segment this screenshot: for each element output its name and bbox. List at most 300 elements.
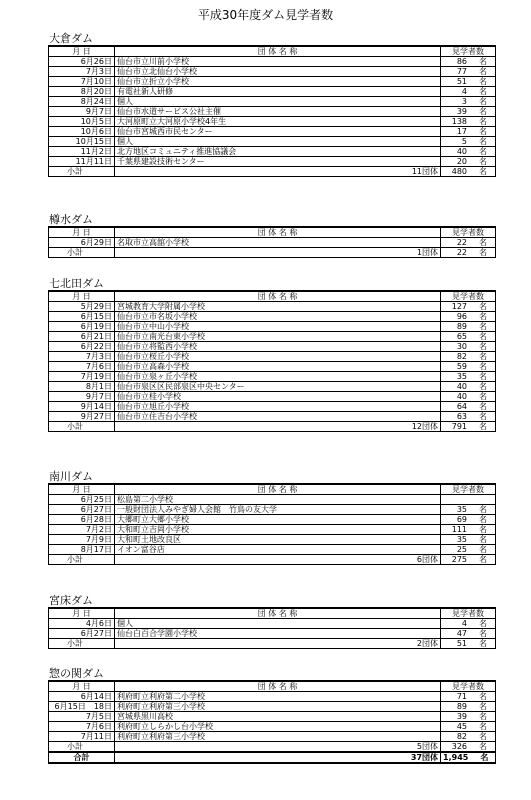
visitor-count: 35 <box>456 535 468 544</box>
unit-label: 名 <box>479 87 488 96</box>
table-row <box>49 137 496 147</box>
visitor-count-cell <box>441 495 496 505</box>
visit-date: 6月15日 18日 <box>49 702 115 712</box>
visit-date: 9月14日 <box>49 402 115 412</box>
table-row <box>49 107 496 117</box>
unit-label: 名 <box>479 525 488 534</box>
subtotal-blank <box>115 422 337 432</box>
unit-label: 名 <box>479 137 488 146</box>
header-date: 月 日 <box>49 681 115 692</box>
table-row <box>49 57 496 67</box>
group-name: 宮城教育大学附属小学校 <box>115 302 441 312</box>
subtotal-blank <box>115 555 337 565</box>
header-count: 見学者数 <box>441 46 496 57</box>
unit-label: 名 <box>479 692 488 701</box>
visitor-count: 40 <box>456 147 468 156</box>
unit-label: 名 <box>479 545 488 554</box>
unit-label: 名 <box>479 392 488 401</box>
visitor-table <box>48 45 496 177</box>
subtotal-count: 22 <box>456 248 468 257</box>
group-name: 仙台市立高森小学校 <box>115 362 441 372</box>
subtotal-row <box>49 639 496 649</box>
subtotal-row <box>49 555 496 565</box>
table-row <box>49 352 496 362</box>
total-label: 合計 <box>49 752 115 763</box>
table-header <box>49 46 496 57</box>
unit-label: 名 <box>479 712 488 721</box>
unit-label: 名 <box>479 629 488 638</box>
total-count-cell <box>441 752 496 763</box>
dam-section <box>48 594 495 649</box>
group-name: 個人 <box>115 137 441 147</box>
header-date: 月 日 <box>49 291 115 302</box>
visit-date: 6月26日 <box>49 57 115 67</box>
visit-date: 7月2日 <box>49 525 115 535</box>
subtotal-label: 小計 <box>49 248 115 258</box>
unit-label: 名 <box>479 167 488 176</box>
group-name: 北方地区コミュニティ推進協議会 <box>115 147 441 157</box>
total-blank <box>115 752 337 763</box>
table-row <box>49 712 496 722</box>
group-name: 宮城県黒川高校 <box>115 712 441 722</box>
visit-date: 10月5日 <box>49 117 115 127</box>
visitor-count: 35 <box>456 372 468 381</box>
unit-label: 名 <box>479 352 488 361</box>
visit-date: 6月27日 <box>49 505 115 515</box>
visitor-count: 47 <box>456 629 468 638</box>
subtotal-count-cell <box>441 167 496 177</box>
unit-label: 名 <box>479 127 488 136</box>
group-name: 仙台市立南光台東小学校 <box>115 332 441 342</box>
visitor-count-cell <box>441 525 496 535</box>
unit-label: 名 <box>479 147 488 156</box>
visit-date: 7月10日 <box>49 77 115 87</box>
visitor-count-cell <box>441 302 496 312</box>
visitor-count-cell <box>441 312 496 322</box>
group-name: 利府町立利府第二小学校 <box>115 692 441 702</box>
unit-label: 名 <box>479 238 488 247</box>
subtotal-blank <box>115 742 337 753</box>
visitor-count-cell <box>441 97 496 107</box>
visitor-count-cell <box>441 147 496 157</box>
visitor-count-cell <box>441 238 496 248</box>
table-row <box>49 157 496 167</box>
unit-label: 名 <box>479 555 488 564</box>
visitor-count: 51 <box>456 77 468 86</box>
table-row <box>49 619 496 629</box>
section-title: 南川ダム <box>49 470 93 483</box>
group-name: 個人 <box>115 97 441 107</box>
unit-label: 名 <box>479 322 488 331</box>
table-row <box>49 87 496 97</box>
visitor-count-cell <box>441 117 496 127</box>
visitor-count: 20 <box>456 157 468 166</box>
header-count: 見学者数 <box>441 608 496 619</box>
table-row <box>49 515 496 525</box>
visitor-count-cell <box>441 372 496 382</box>
table-row <box>49 702 496 712</box>
visit-date: 6月14日 <box>49 692 115 702</box>
visitor-count: 65 <box>456 332 468 341</box>
visitor-count-cell <box>441 77 496 87</box>
subtotal-count: 480 <box>451 167 468 176</box>
visitor-count: 138 <box>451 117 468 126</box>
visitor-count: 39 <box>456 712 468 721</box>
header-date: 月 日 <box>49 46 115 57</box>
subtotal-groups: 2団体 <box>337 639 441 649</box>
visitor-count-cell <box>441 352 496 362</box>
group-name: 千葉県建設技術センター <box>115 157 441 167</box>
subtotal-count-cell <box>441 639 496 649</box>
visit-date: 6月28日 <box>49 515 115 525</box>
visitor-count: 17 <box>456 127 468 136</box>
visitor-count-cell <box>441 515 496 525</box>
table-row <box>49 97 496 107</box>
visitor-count: 89 <box>456 702 468 711</box>
subtotal-blank <box>115 639 337 649</box>
table-row <box>49 505 496 515</box>
table-header <box>49 681 496 692</box>
section-title: 樽水ダム <box>49 213 93 226</box>
dam-section <box>48 667 495 764</box>
table-row <box>49 722 496 732</box>
visitor-count: 82 <box>456 732 468 741</box>
visit-date: 6月15日 <box>49 312 115 322</box>
unit-label: 名 <box>479 312 488 321</box>
subtotal-groups: 12団体 <box>337 422 441 432</box>
header-date: 月 日 <box>49 484 115 495</box>
visitor-count-cell <box>441 157 496 167</box>
visitor-count-cell <box>441 402 496 412</box>
visitor-count: 111 <box>451 525 468 534</box>
table-row <box>49 525 496 535</box>
visitor-count-cell <box>441 732 496 742</box>
unit-label: 名 <box>479 619 488 628</box>
visitor-count-cell <box>441 535 496 545</box>
subtotal-groups: 11団体 <box>337 167 441 177</box>
visitor-count: 39 <box>456 107 468 116</box>
visitor-count: 40 <box>456 382 468 391</box>
visitor-count-cell <box>441 137 496 147</box>
table-row <box>49 238 496 248</box>
visitor-count: 22 <box>456 238 468 247</box>
subtotal-label: 小計 <box>49 742 115 753</box>
unit-label: 名 <box>479 412 488 421</box>
visitor-count: 5 <box>461 137 468 146</box>
unit-label: 名 <box>479 402 488 411</box>
dam-section <box>48 32 495 177</box>
table-row <box>49 127 496 137</box>
unit-label: 名 <box>479 248 488 257</box>
table-row <box>49 392 496 402</box>
group-name: 名取市立高舘小学校 <box>115 238 441 248</box>
visitor-count-cell <box>441 87 496 97</box>
unit-label: 名 <box>480 753 489 762</box>
unit-label: 名 <box>479 422 488 431</box>
visit-date: 7月6日 <box>49 362 115 372</box>
visitor-count: 59 <box>456 362 468 371</box>
group-name: 一般財団法人みやぎ婦人会館 竹鳥の友大学 <box>115 505 441 515</box>
subtotal-count-cell <box>441 742 496 753</box>
table-row <box>49 692 496 702</box>
unit-label: 名 <box>479 505 488 514</box>
unit-label: 名 <box>479 302 488 311</box>
group-name: 仙台市立将監西小学校 <box>115 342 441 352</box>
table-row <box>49 77 496 87</box>
section-title: 七北田ダム <box>49 277 104 290</box>
visitor-count-cell <box>441 545 496 555</box>
group-name: 仙台市立旭丘小学校 <box>115 402 441 412</box>
visit-date: 7月3日 <box>49 67 115 77</box>
visit-date: 8月1日 <box>49 382 115 392</box>
visit-date: 10月15日 <box>49 137 115 147</box>
group-name: 利府町立しらかし台小学校 <box>115 722 441 732</box>
header-group: 団 体 名 称 <box>115 608 441 619</box>
group-name: イオン富谷店 <box>115 545 441 555</box>
unit-label: 名 <box>479 722 488 731</box>
unit-label: 名 <box>479 732 488 741</box>
visitor-count: 89 <box>456 322 468 331</box>
subtotal-row <box>49 742 496 753</box>
header-count: 見学者数 <box>441 484 496 495</box>
visit-date: 5月29日 <box>49 302 115 312</box>
unit-label: 名 <box>479 107 488 116</box>
header-count: 見学者数 <box>441 291 496 302</box>
subtotal-count: 51 <box>456 639 468 648</box>
unit-label: 名 <box>479 332 488 341</box>
table-row <box>49 322 496 332</box>
visitor-count-cell <box>441 107 496 117</box>
visit-date: 6月27日 <box>49 629 115 639</box>
visit-date: 8月20日 <box>49 87 115 97</box>
group-name: 仙台白百合学園小学校 <box>115 629 441 639</box>
unit-label: 名 <box>479 702 488 711</box>
unit-label: 名 <box>479 77 488 86</box>
group-name: 個人 <box>115 619 441 629</box>
visitor-count: 25 <box>456 545 468 554</box>
group-name: 仙台市立川前小学校 <box>115 57 441 67</box>
visit-date: 4月6日 <box>49 619 115 629</box>
visitor-count-cell <box>441 392 496 402</box>
group-name: 仙台市立中山小学校 <box>115 322 441 332</box>
subtotal-row <box>49 422 496 432</box>
visit-date: 11月2日 <box>49 147 115 157</box>
table-row <box>49 732 496 742</box>
header-group: 団 体 名 称 <box>115 681 441 692</box>
subtotal-count: 326 <box>451 742 468 751</box>
unit-label: 名 <box>479 515 488 524</box>
group-name: 仙台市宮城西市民センター <box>115 127 441 137</box>
visitor-table <box>48 226 496 258</box>
visitor-count-cell <box>441 712 496 722</box>
visitor-count: 82 <box>456 352 468 361</box>
group-name: 大和町土地改良区 <box>115 535 441 545</box>
subtotal-count-cell <box>441 555 496 565</box>
table-row <box>49 117 496 127</box>
visitor-count-cell <box>441 629 496 639</box>
visitor-table <box>48 290 496 432</box>
visitor-table <box>48 483 496 565</box>
visitor-count: 3 <box>461 97 468 106</box>
table-header <box>49 608 496 619</box>
visitor-count-cell <box>441 322 496 332</box>
dam-section <box>48 213 495 258</box>
unit-label: 名 <box>479 57 488 66</box>
group-name: 仙台市立桂小学校 <box>115 392 441 402</box>
visitor-count: 71 <box>456 692 468 701</box>
subtotal-label: 小計 <box>49 422 115 432</box>
visitor-count-cell <box>441 342 496 352</box>
visit-date: 7月6日 <box>49 722 115 732</box>
subtotal-blank <box>115 167 337 177</box>
table-row <box>49 382 496 392</box>
table-row <box>49 412 496 422</box>
unit-label: 名 <box>479 362 488 371</box>
header-date: 月 日 <box>49 227 115 238</box>
group-name: 大郷町立大郷小学校 <box>115 515 441 525</box>
group-name: 大和町立吉岡小学校 <box>115 525 441 535</box>
visitor-count-cell <box>441 362 496 372</box>
visitor-count: 86 <box>456 57 468 66</box>
section-title: 大倉ダム <box>49 32 93 45</box>
visit-date: 8月24日 <box>49 97 115 107</box>
group-name: 仙台市立北仙台小学校 <box>115 67 441 77</box>
group-name: 松島第二小学校 <box>115 495 441 505</box>
subtotal-groups: 1団体 <box>337 248 441 258</box>
visitor-count-cell <box>441 412 496 422</box>
group-name: 仙台市泉区区民部泉区中央センター <box>115 382 441 392</box>
visitor-count-cell <box>441 619 496 629</box>
visitor-count: 96 <box>456 312 468 321</box>
group-name: 仙台市水道サービス公社主催 <box>115 107 441 117</box>
section-title: 宮床ダム <box>49 594 93 607</box>
group-name: 仙台市立泉ヶ丘小学校 <box>115 372 441 382</box>
visitor-count: 69 <box>456 515 468 524</box>
visitor-count-cell <box>441 67 496 77</box>
subtotal-count: 791 <box>451 422 468 431</box>
subtotal-groups: 6団体 <box>337 555 441 565</box>
dam-section <box>48 277 495 432</box>
table-row <box>49 312 496 322</box>
subtotal-count: 275 <box>451 555 468 564</box>
group-name: 大河原町立大河原小学校4年生 <box>115 117 441 127</box>
group-name: 仙台市立折立小学校 <box>115 77 441 87</box>
visitor-count-cell <box>441 722 496 732</box>
section-title: 惣の関ダム <box>49 667 104 680</box>
header-group: 団 体 名 称 <box>115 227 441 238</box>
table-header <box>49 291 496 302</box>
visit-date: 6月25日 <box>49 495 115 505</box>
visitor-count-cell <box>441 332 496 342</box>
unit-label: 名 <box>479 97 488 106</box>
visitor-count: 4 <box>461 87 468 96</box>
table-row <box>49 629 496 639</box>
visit-date: 9月7日 <box>49 392 115 402</box>
unit-label: 名 <box>479 639 488 648</box>
unit-label: 名 <box>479 117 488 126</box>
visitor-count-cell <box>441 382 496 392</box>
subtotal-label: 小計 <box>49 555 115 565</box>
visitor-count: 35 <box>456 505 468 514</box>
grand-total-row <box>49 752 496 763</box>
unit-label: 名 <box>479 742 488 751</box>
visit-date: 9月27日 <box>49 412 115 422</box>
table-row <box>49 147 496 157</box>
table-row <box>49 67 496 77</box>
visit-date: 11月11日 <box>49 157 115 167</box>
visitor-count: 127 <box>451 302 468 311</box>
table-header <box>49 227 496 238</box>
visitor-count: 40 <box>456 392 468 401</box>
table-row <box>49 372 496 382</box>
visitor-count-cell <box>441 692 496 702</box>
table-row <box>49 535 496 545</box>
visit-date: 6月19日 <box>49 322 115 332</box>
subtotal-count-cell <box>441 248 496 258</box>
visit-date: 10月6日 <box>49 127 115 137</box>
unit-label: 名 <box>479 67 488 76</box>
group-name: 仙台市立市名坂小学校 <box>115 312 441 322</box>
table-row <box>49 402 496 412</box>
visitor-count: 64 <box>456 402 468 411</box>
unit-label: 名 <box>479 535 488 544</box>
header-group: 団 体 名 称 <box>115 46 441 57</box>
visitor-count-cell <box>441 702 496 712</box>
table-row <box>49 332 496 342</box>
visit-date: 8月17日 <box>49 545 115 555</box>
unit-label: 名 <box>479 342 488 351</box>
subtotal-groups: 5団体 <box>337 742 441 753</box>
subtotal-row <box>49 248 496 258</box>
visitor-count: 45 <box>456 722 468 731</box>
group-name: 仙台市立桜丘小学校 <box>115 352 441 362</box>
visitor-count: 30 <box>456 342 468 351</box>
subtotal-row <box>49 167 496 177</box>
visit-date: 9月7日 <box>49 107 115 117</box>
group-name: 有電社新人研修 <box>115 87 441 97</box>
group-name: 利府町立利府第三小学校 <box>115 732 441 742</box>
visitor-table <box>48 680 496 764</box>
subtotal-count-cell <box>441 422 496 432</box>
subtotal-label: 小計 <box>49 639 115 649</box>
visit-date: 7月11日 <box>49 732 115 742</box>
table-header <box>49 484 496 495</box>
visitor-count: 77 <box>456 67 468 76</box>
visitor-count-cell <box>441 57 496 67</box>
table-row <box>49 302 496 312</box>
visitor-table <box>48 607 496 649</box>
subtotal-blank <box>115 248 337 258</box>
group-name: 仙台市立住吉台小学校 <box>115 412 441 422</box>
visit-date: 6月22日 <box>49 342 115 352</box>
visit-date: 7月19日 <box>49 372 115 382</box>
table-row <box>49 495 496 505</box>
table-row <box>49 362 496 372</box>
header-group: 団 体 名 称 <box>115 291 441 302</box>
group-name: 利府町立利府第三小学校 <box>115 702 441 712</box>
total-count: 1,945 <box>443 753 469 762</box>
unit-label: 名 <box>479 157 488 166</box>
header-count: 見学者数 <box>441 227 496 238</box>
header-group: 団 体 名 称 <box>115 484 441 495</box>
dam-section <box>48 470 495 565</box>
visitor-count-cell <box>441 505 496 515</box>
subtotal-label: 小計 <box>49 167 115 177</box>
visitor-count-cell <box>441 127 496 137</box>
header-count: 見学者数 <box>441 681 496 692</box>
total-groups: 37団体 <box>337 752 441 763</box>
visit-date: 6月29日 <box>49 238 115 248</box>
